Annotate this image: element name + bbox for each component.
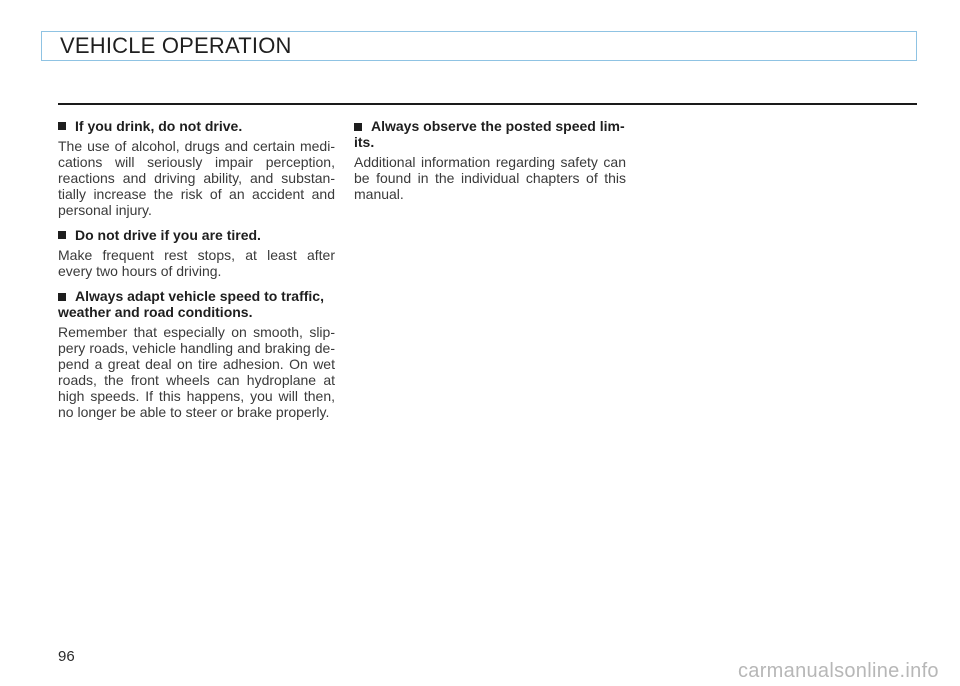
watermark: carmanualsonline.info (738, 660, 939, 682)
right-column (354, 118, 626, 211)
section-body: Remember that especially on smooth, slip- pery roads, vehicle handling and braking de- pend a great deal on tire adhesion. On wet roads, the front wheels can hydroplane at high speeds. If this happens, you will then, no longer be able to steer or brake properly. (58, 324, 335, 420)
page-number: 96 (58, 648, 75, 665)
section-heading: Always adapt vehicle speed to traffic, weather and road conditions. (58, 288, 324, 320)
bullet-icon (58, 293, 66, 301)
section-heading: If you drink, do not drive. (58, 118, 335, 134)
section-body: Additional information regarding safety can be found in the individual chapters of this manual. (354, 154, 626, 202)
left-column (58, 118, 335, 429)
bullet-icon (58, 231, 66, 239)
bullet-icon (354, 123, 362, 131)
bullet-icon (58, 122, 66, 130)
section-body: The use of alcohol, drugs and certain medi- cations will seriously impair perception, reactions and driving ability, and substan- tially increase the risk of an accident and personal injury. (58, 138, 335, 218)
section-body: Make frequent rest stops, at least after every two hours of driving. (58, 247, 335, 279)
page-title: VEHICLE OPERATION (60, 33, 292, 58)
section-heading: Do not drive if you are tired. (58, 227, 335, 243)
divider-rule (58, 103, 917, 105)
section-heading: Always observe the posted speed lim- its. (354, 118, 625, 150)
